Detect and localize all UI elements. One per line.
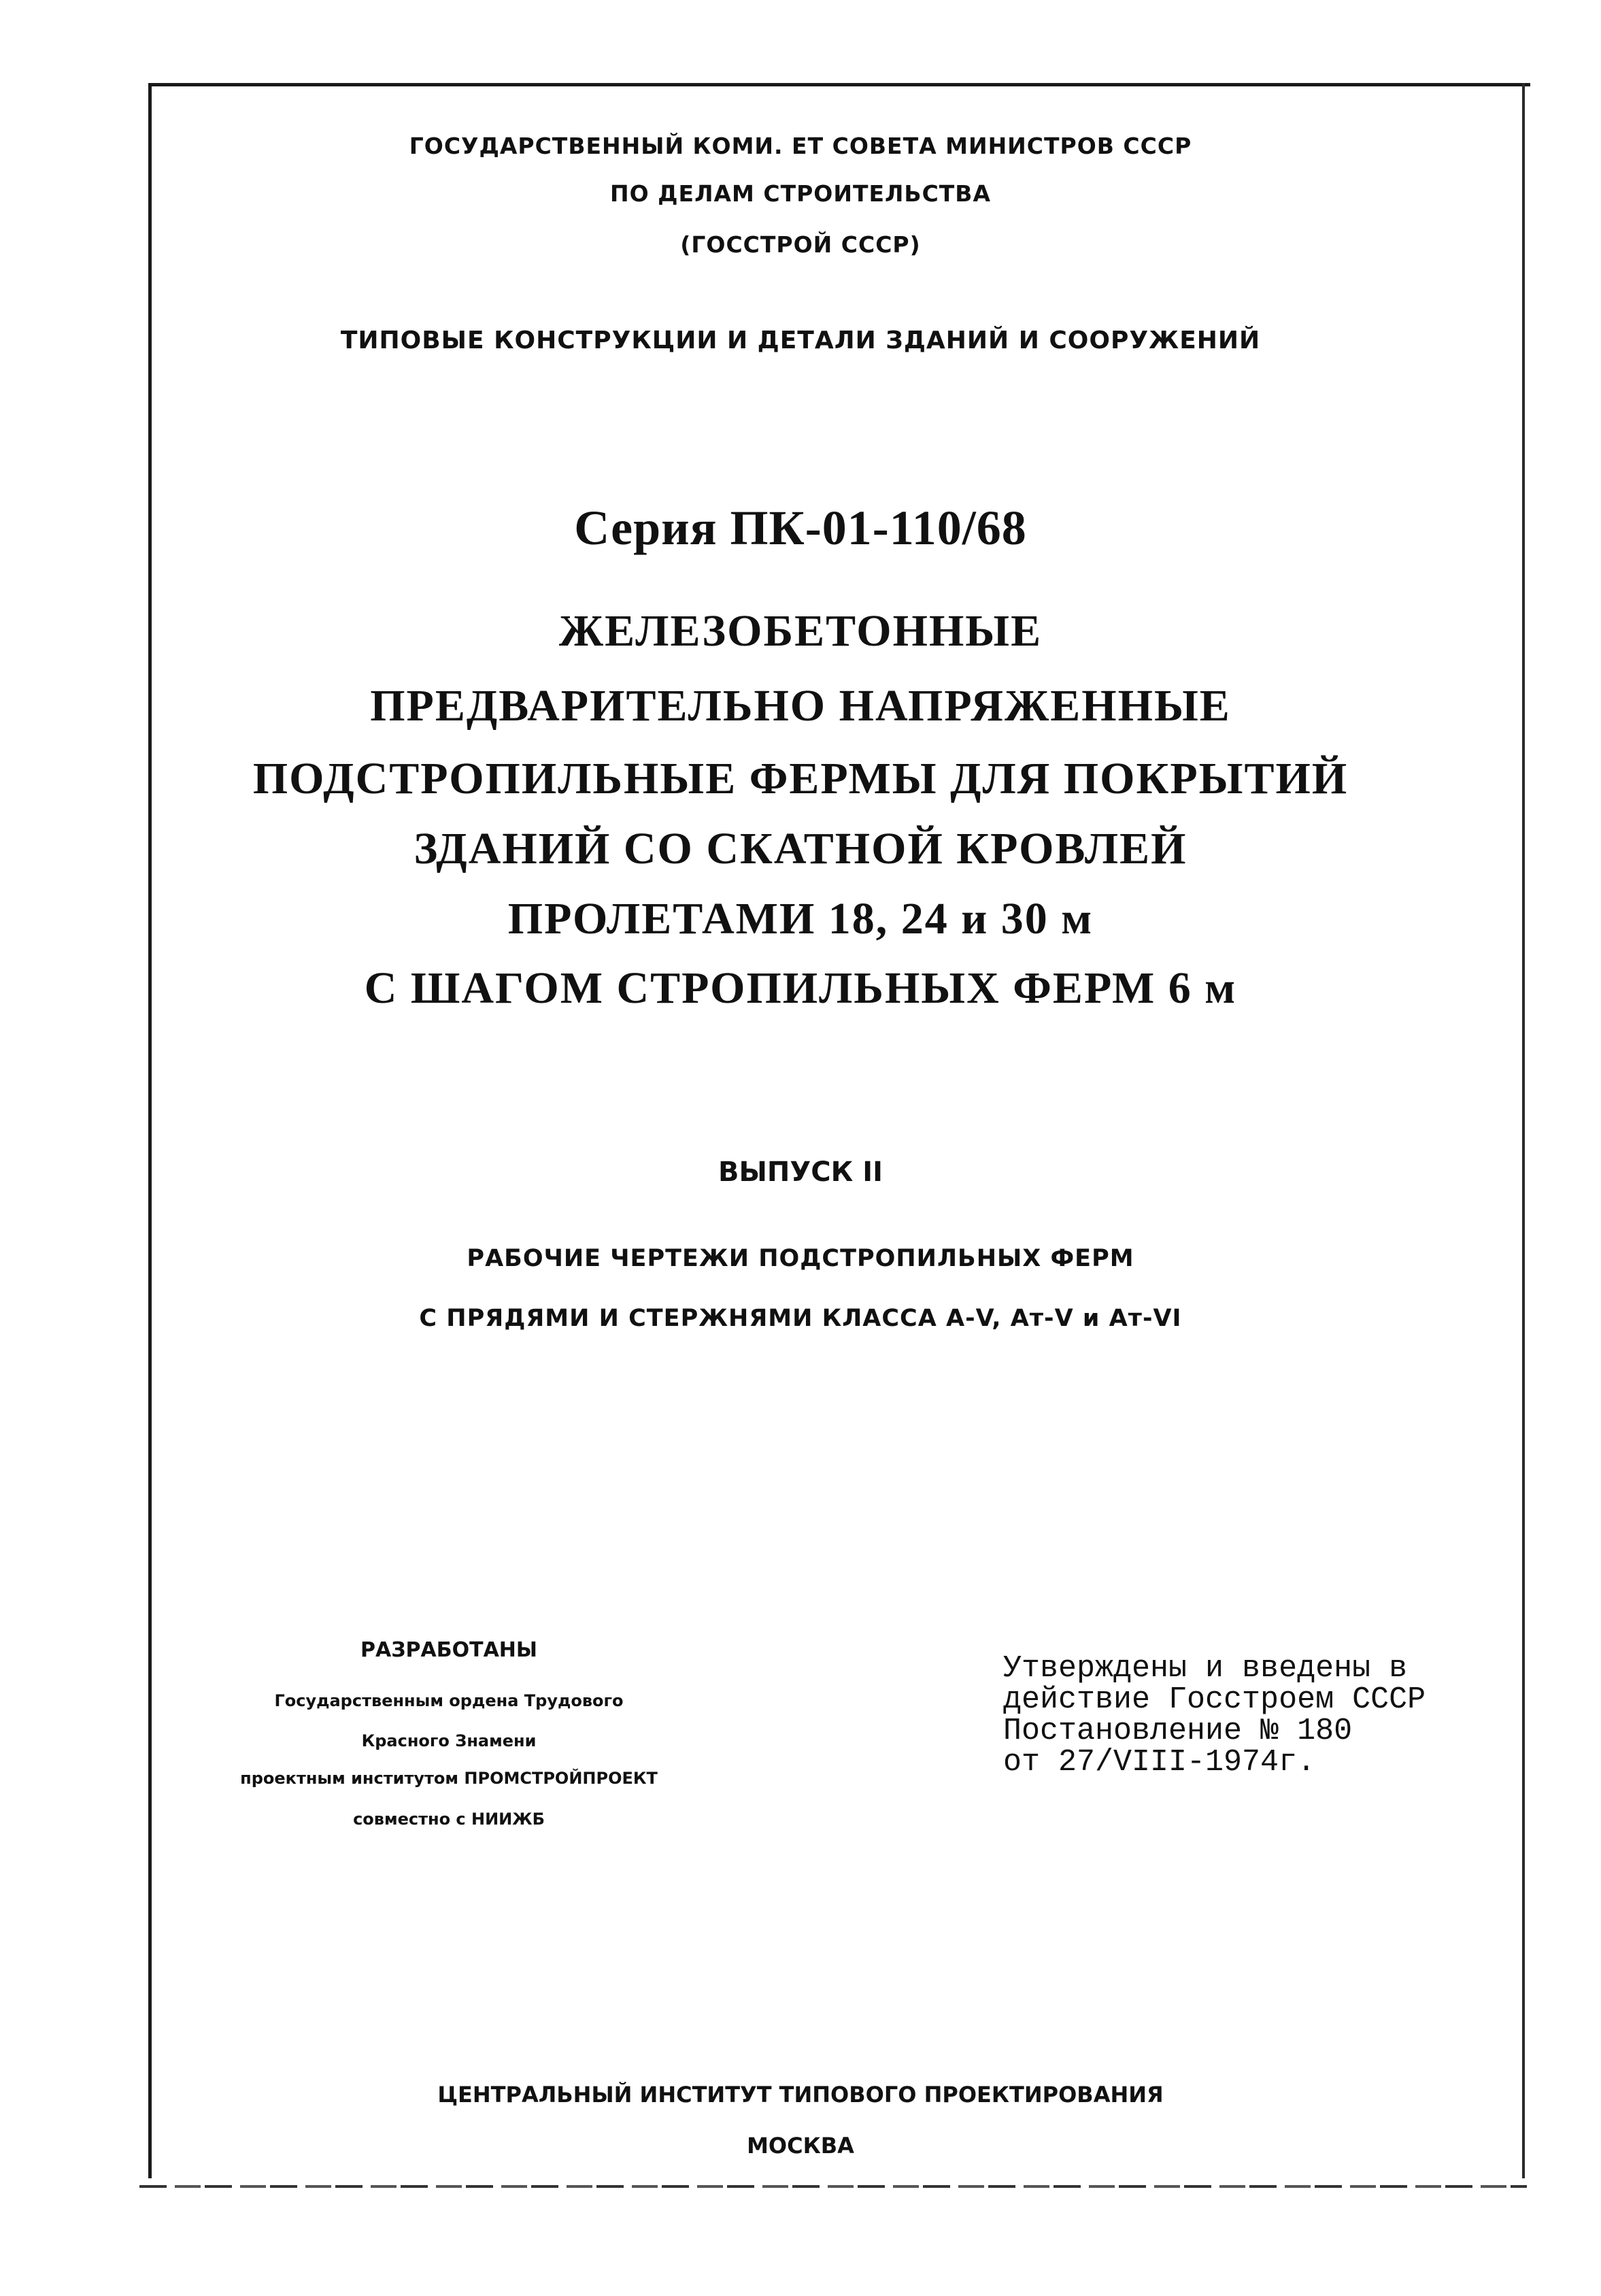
series-number: Серия ПК-01-110/68 <box>574 501 1027 555</box>
developed-heading: РАЗРАБОТАНЫ <box>360 1638 537 1662</box>
subtitle-line-1: РАБОЧИЕ ЧЕРТЕЖИ ПОДСТРОПИЛЬНЫХ ФЕРМ <box>467 1245 1134 1272</box>
issue-number: ВЫПУСК II <box>718 1157 883 1188</box>
footer-institute: ЦЕНТРАЛЬНЫЙ ИНСТИТУТ ТИПОВОГО ПРОЕКТИРОВАНИЯ <box>437 2082 1164 2108</box>
developed-line-1: Государственным ордена Трудового <box>274 1691 624 1710</box>
title-line-4: ЗДАНИЙ СО СКАТНОЙ КРОВЛЕЙ <box>414 824 1187 874</box>
header-line-3: (ГОССТРОЙ СССР) <box>680 231 921 258</box>
page-border-right <box>1522 83 1525 2178</box>
header-line-2: ПО ДЕЛАМ СТРОИТЕЛЬСТВА <box>610 180 991 207</box>
title-line-5: ПРОЛЕТАМИ 18, 24 и 30 м <box>507 894 1094 944</box>
footer-city: МОСКВА <box>747 2133 854 2159</box>
title-line-2: ПРЕДВАРИТЕЛЬНО НАПРЯЖЕННЫЕ <box>370 681 1231 731</box>
developed-line-4: совместно с НИИЖБ <box>353 1810 545 1829</box>
page-border <box>148 83 1530 2178</box>
developed-line-3: проектным институтом ПРОМСТРОЙПРОЕКТ <box>240 1769 658 1788</box>
subtitle-line-2: С ПРЯДЯМИ И СТЕРЖНЯМИ КЛАССА А-V, Ат-V и Ат-VI <box>419 1305 1182 1332</box>
approval-stamp: Утверждены и введены в действие Госстроем СССР Постановление № 180 от 27/VIII-1974г. <box>1003 1651 1426 1780</box>
title-line-1: ЖЕЛЕЗОБЕТОННЫЕ <box>558 606 1043 656</box>
developed-line-2: Красного Знамени <box>361 1731 537 1750</box>
title-line-6: С ШАГОМ СТРОПИЛЬНЫХ ФЕРМ 6 м <box>364 963 1237 1013</box>
title-line-3: ПОДСТРОПИЛЬНЫЕ ФЕРМЫ ДЛЯ ПОКРЫТИЙ <box>252 754 1349 803</box>
header-line-1: ГОСУДАРСТВЕННЫЙ КОМИ. ЕТ СОВЕТА МИНИСТРОВ СССР <box>409 133 1192 159</box>
standard-title: ТИПОВЫЕ КОНСТРУКЦИИ И ДЕТАЛИ ЗДАНИЙ И СООРУЖЕНИЙ <box>340 327 1261 354</box>
page-border-bottom <box>139 2185 1527 2188</box>
